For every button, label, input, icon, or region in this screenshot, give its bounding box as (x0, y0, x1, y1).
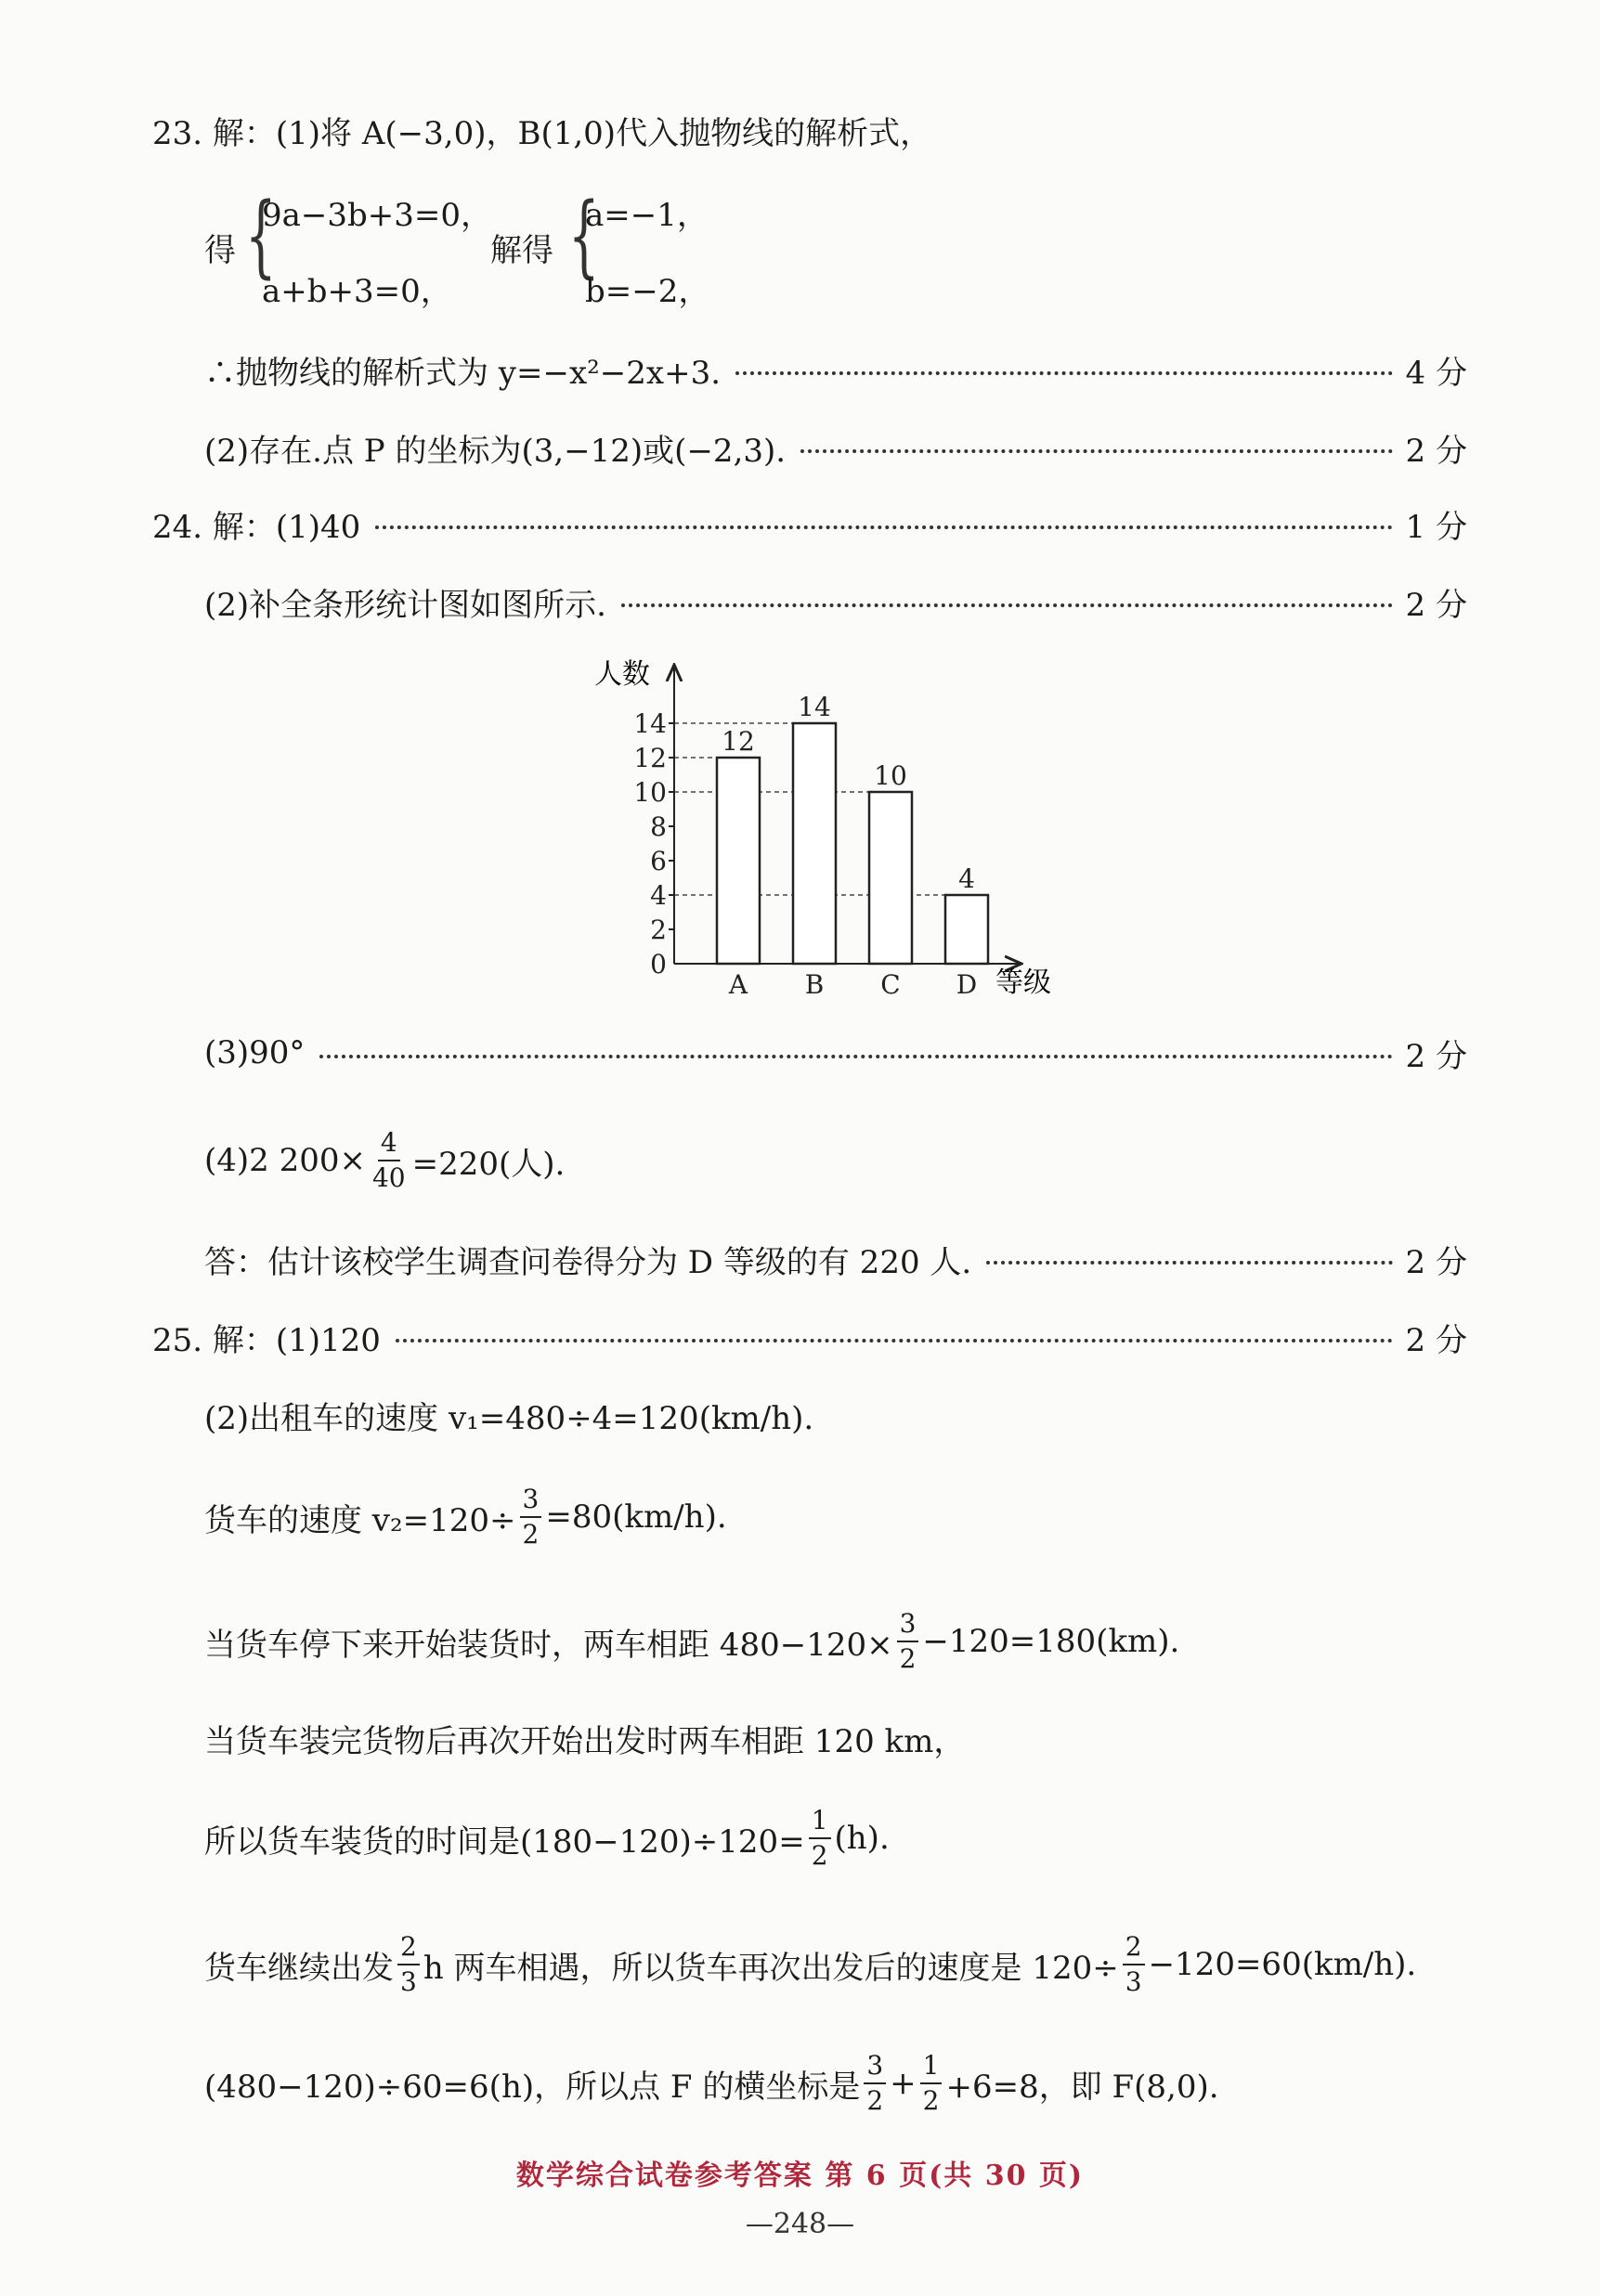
leader-dots (319, 1055, 1392, 1058)
y-tick-label: 2 (650, 915, 667, 945)
y-tick-label: 0 (650, 949, 667, 979)
fraction (520, 1486, 542, 1548)
fraction-denominator: 2 (866, 2085, 884, 2116)
fraction-numerator: 3 (864, 2053, 886, 2084)
score-label: 2 分 (1405, 586, 1467, 624)
leader-dots (621, 603, 1393, 607)
fraction-numerator: 1 (920, 2053, 943, 2084)
y-tick-label: 4 (650, 880, 667, 911)
q25-line1-text: 25. 解：(1)120 (152, 1321, 381, 1359)
q23-sol2: b=−2， (585, 273, 710, 310)
bar-A (717, 758, 760, 964)
score-label: 1 分 (1405, 508, 1467, 546)
y-tick-label: 10 (633, 777, 667, 808)
x-tick-label: B (804, 969, 825, 1000)
fraction (1123, 1931, 1145, 1997)
y-tick-label: 6 (650, 846, 667, 876)
fraction (864, 2050, 886, 2116)
q24-line4 (204, 1125, 1467, 1196)
q23-line1-text: 23. 解：(1)将 A(−3,0)，B(1,0)代入抛物线的解析式， (152, 114, 932, 152)
q24-line1-text: 24. 解：(1)40 (152, 508, 361, 546)
bar-B (793, 723, 836, 964)
fraction (897, 1608, 919, 1674)
fraction-numerator: 2 (397, 1934, 420, 1965)
q25-line5-text: 当货车装完货物后再次开始出发时两车相距 120 km， (204, 1722, 966, 1760)
q25-line8-b: + (890, 2065, 917, 2102)
fraction-denominator: 2 (922, 2085, 940, 2116)
q25-line3-a: 货车的速度 v₂=120÷ (204, 1501, 516, 1539)
fraction-denominator: 2 (811, 1840, 828, 1871)
fraction-numerator: 2 (1123, 1934, 1145, 1965)
q23-eq2: a+b+3=0， (262, 273, 452, 310)
y-tick-label: 12 (633, 743, 667, 773)
fraction (920, 2050, 943, 2116)
q25-line2 (204, 1389, 1467, 1441)
x-axis-label: 等级 (995, 966, 1051, 999)
q25-line7-a: 货车继续出发 (204, 1949, 394, 1987)
fraction (809, 1805, 831, 1871)
x-tick-label: D (956, 969, 978, 1000)
y-axis-label: 人数 (594, 658, 650, 691)
fraction (397, 1931, 420, 1997)
chart-x-ticks (728, 969, 977, 1000)
leader-dots (735, 371, 1393, 375)
q24-line4-a: (4)2 200× (204, 1142, 366, 1179)
page-number: —248— (745, 2208, 855, 2240)
q25-line6-b: (h). (834, 1820, 890, 1857)
x-tick-label: C (880, 969, 901, 1000)
fraction-denominator: 2 (899, 1643, 917, 1674)
fraction-numerator: 3 (520, 1486, 542, 1518)
fraction-denominator: 2 (522, 1519, 540, 1550)
score-label: 4 分 (1405, 354, 1467, 392)
q25-line3 (204, 1482, 1467, 1552)
q24-line1 (152, 498, 1467, 550)
chart-bars (717, 723, 988, 964)
brace-left-2: { (568, 184, 600, 288)
q24-line5-text: 答：估计该校学生调查问卷得分为 D 等级的有 220 人. (204, 1243, 972, 1281)
data-label: 14 (798, 692, 831, 722)
chart-y-ticks (633, 708, 674, 979)
q25-line4-a: 当货车停下来开始装货时，两车相距 480−120× (204, 1626, 893, 1664)
q23-solve-label: 解得 (490, 232, 553, 269)
q23-de-label: 得 (204, 232, 236, 269)
q23-line3-text: ∴抛物线的解析式为 y=−x²−2x+3. (204, 354, 722, 392)
q25-line8-a: (480−120)÷60=6(h)，所以点 F 的横坐标是 (204, 2068, 861, 2106)
page-footer: 数学综合试卷参考答案 第 6 页(共 30 页) (515, 2160, 1085, 2192)
data-label: 10 (874, 760, 907, 791)
y-tick-label: 14 (633, 708, 667, 739)
q25-line6 (204, 1803, 1467, 1874)
fraction (370, 1127, 409, 1193)
bar-D (945, 895, 988, 964)
q24-line4-b: =220(人). (411, 1145, 566, 1183)
q25-line6-a: 所以货车装货的时间是(180−120)÷120= (204, 1823, 805, 1861)
y-tick-label: 8 (650, 811, 667, 842)
x-tick-label: A (728, 969, 748, 1000)
q25-line8 (204, 2048, 1467, 2119)
q24-line2 (204, 576, 1467, 628)
q25-line7 (204, 1929, 1467, 2000)
bar-chart (594, 650, 1077, 1021)
data-label: 12 (722, 726, 755, 757)
q23-eq1: 9a−3b+3=0， (262, 197, 493, 234)
fraction-numerator: 1 (809, 1808, 831, 1839)
q23-line4-text: (2)存在.点 P 的坐标为(3,−12)或(−2,3). (204, 432, 787, 470)
q25-line4-b: −120=180(km). (922, 1623, 1180, 1660)
q25-line7-b: h 两车相遇，所以货车再次出发后的速度是 120÷ (423, 1949, 1119, 1987)
score-label: 2 分 (1405, 1037, 1467, 1075)
data-label: 4 (958, 863, 975, 894)
q25-line8-c: +6=8，即 F(8,0). (945, 2068, 1219, 2106)
fraction-denominator: 40 (371, 1162, 406, 1193)
fraction-numerator: 3 (897, 1611, 919, 1642)
q25-line1 (152, 1311, 1467, 1363)
q24-line2-text: (2)补全条形统计图如图所示. (204, 586, 606, 624)
q23-line4 (204, 422, 1467, 473)
leader-dots (800, 449, 1392, 453)
leader-dots (375, 525, 1392, 529)
score-label: 2 分 (1405, 1321, 1467, 1359)
q23-line3 (204, 344, 1467, 396)
q25-line2-text: (2)出租车的速度 v₁=480÷4=120(km/h). (204, 1399, 814, 1437)
q25-line5 (204, 1712, 1467, 1764)
q24-line3-text: (3)90° (204, 1034, 306, 1071)
q23-system (204, 182, 854, 312)
q25-line7-c: −120=60(km/h). (1148, 1946, 1417, 1983)
q23-sol1: a=−1， (585, 197, 709, 234)
fraction-denominator: 3 (1125, 1966, 1142, 1997)
q24-line5 (204, 1233, 1467, 1285)
score-label: 2 分 (1405, 1243, 1467, 1281)
q25-line4 (204, 1606, 1467, 1677)
q25-line3-b: =80(km/h). (545, 1498, 727, 1536)
fraction-denominator: 3 (400, 1966, 417, 1997)
score-label: 2 分 (1405, 432, 1467, 470)
leader-dots (396, 1339, 1393, 1343)
q23-line1 (152, 104, 1415, 156)
brace-left-1: { (245, 184, 277, 288)
leader-dots (986, 1261, 1392, 1265)
fraction-numerator: 4 (378, 1130, 400, 1161)
q24-line3 (204, 1027, 1467, 1079)
bar-C (869, 792, 912, 964)
